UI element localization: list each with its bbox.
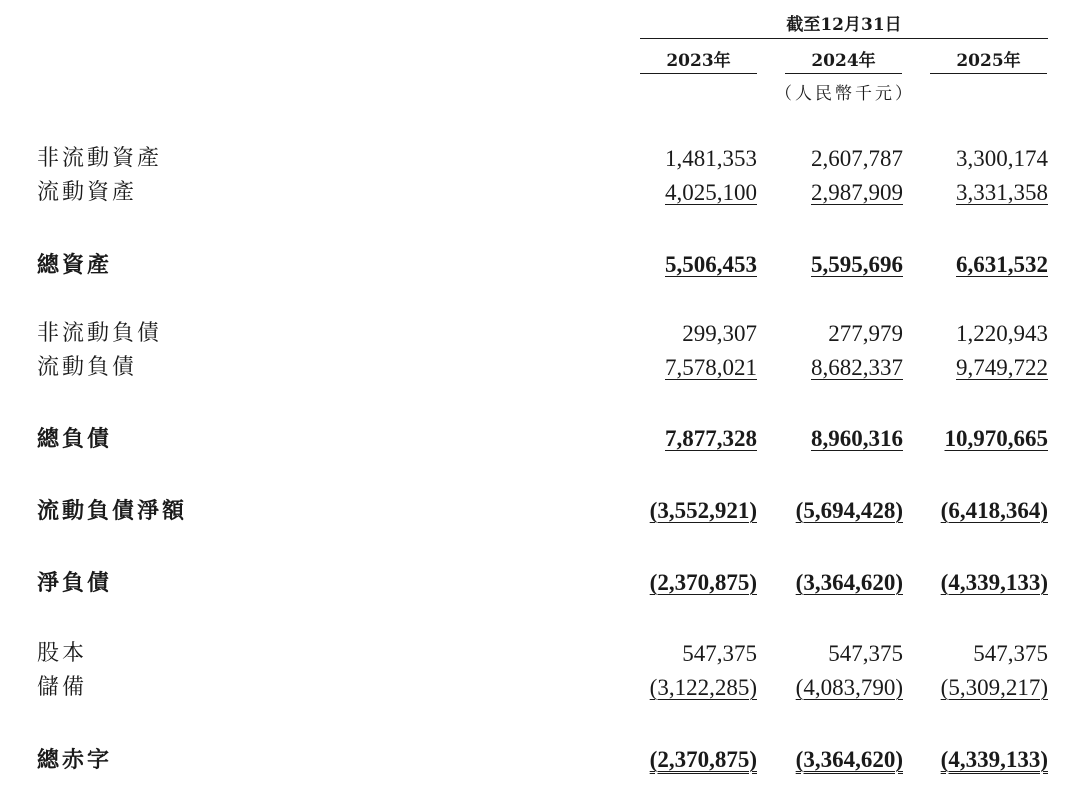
- value-cell: 10,970,665: [944, 426, 1048, 451]
- row-label-net-current-liabilities: 流動負債淨額: [37, 498, 188, 524]
- year-rule-2025: [930, 73, 1047, 74]
- value-cell: (2,370,875): [649, 747, 757, 772]
- value-cell: 3,331,358: [956, 180, 1048, 205]
- value-cell: 2,987,909: [811, 180, 903, 205]
- value-cell: 2,607,787: [811, 146, 903, 171]
- value-cell: (3,364,620): [795, 747, 903, 772]
- value-cell: 6,631,532: [956, 252, 1048, 277]
- row-label-reserves: 儲備: [37, 675, 88, 700]
- year-rule-2024: [785, 73, 902, 74]
- year-header-2023: 2023年: [666, 51, 731, 71]
- value-cell: 1,220,943: [956, 321, 1048, 346]
- row-label-non-current-liabilities: 非流動負債: [37, 321, 163, 346]
- row-label-share-capital: 股本: [37, 641, 88, 666]
- value-cell: 547,375: [682, 641, 757, 666]
- value-cell: 7,877,328: [665, 426, 757, 451]
- row-label-total-assets: 總資產: [37, 252, 113, 278]
- value-cell: 5,506,453: [665, 252, 757, 277]
- value-cell: (2,370,875): [649, 570, 757, 595]
- value-cell: 8,682,337: [811, 355, 903, 380]
- year-rule-2023: [640, 73, 757, 74]
- value-cell: 5,595,696: [811, 252, 903, 277]
- value-cell: (4,339,133): [940, 570, 1048, 595]
- value-cell: 547,375: [973, 641, 1048, 666]
- unit-label: （人民幣千元）: [775, 84, 915, 104]
- period-header-rule: [640, 38, 1048, 39]
- value-cell: 9,749,722: [956, 355, 1048, 380]
- value-cell: 8,960,316: [811, 426, 903, 451]
- year-header-2024: 2024年: [811, 51, 876, 71]
- row-label-non-current-assets: 非流動資產: [37, 146, 163, 171]
- value-cell: (3,364,620): [795, 570, 903, 595]
- row-label-net-liabilities: 淨負債: [37, 570, 113, 596]
- value-cell: (3,552,921): [649, 498, 757, 523]
- value-cell: 547,375: [828, 641, 903, 666]
- row-label-current-liabilities: 流動負債: [37, 355, 138, 380]
- year-header-2025: 2025年: [956, 51, 1021, 71]
- value-cell: (5,309,217): [940, 675, 1048, 700]
- value-cell: (6,418,364): [940, 498, 1048, 523]
- period-header: 截至12月31日: [786, 15, 902, 35]
- value-cell: (3,122,285): [649, 675, 757, 700]
- value-cell: 277,979: [828, 321, 903, 346]
- value-cell: 4,025,100: [665, 180, 757, 205]
- value-cell: 1,481,353: [665, 146, 757, 171]
- value-cell: (5,694,428): [795, 498, 903, 523]
- row-label-current-assets: 流動資產: [37, 180, 138, 205]
- value-cell: 3,300,174: [956, 146, 1048, 171]
- value-cell: (4,083,790): [795, 675, 903, 700]
- value-cell: 7,578,021: [665, 355, 757, 380]
- row-label-total-liabilities: 總負債: [37, 426, 113, 452]
- value-cell: (4,339,133): [940, 747, 1048, 772]
- value-cell: 299,307: [682, 321, 757, 346]
- row-label-total-deficit: 總赤字: [37, 747, 113, 773]
